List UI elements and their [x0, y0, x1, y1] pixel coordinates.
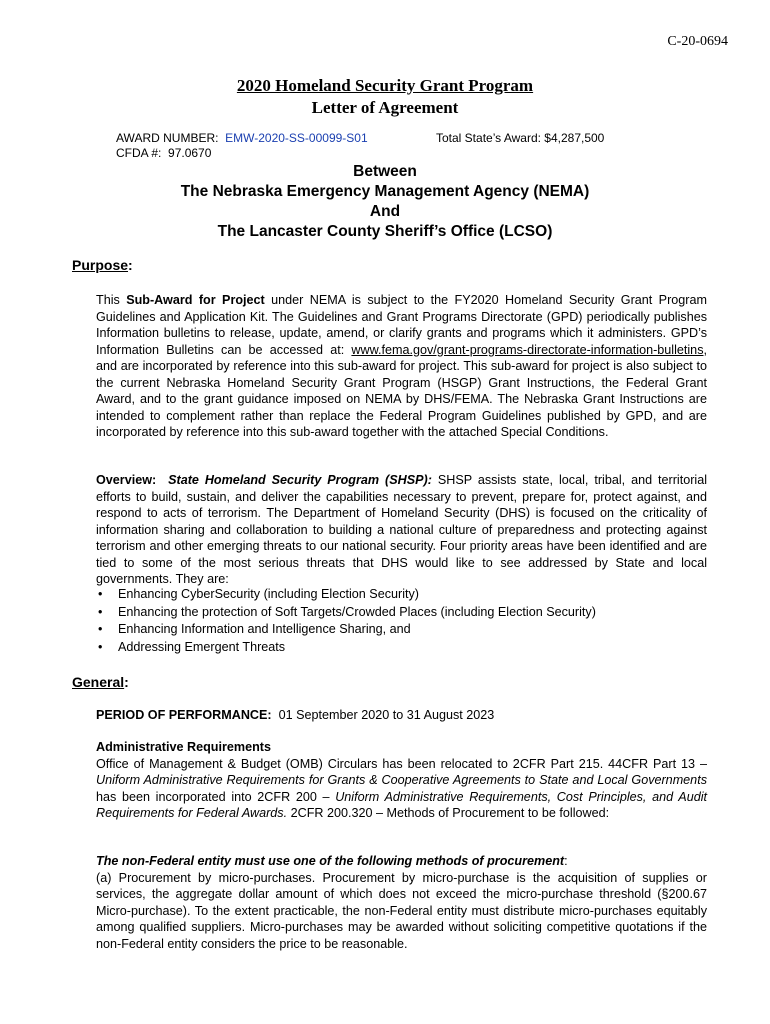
gpd-bulletins-link[interactable]: www.fema.gov/grant-programs-directorate-information-bulletins: [351, 342, 704, 357]
party-nema: The Nebraska Emergency Management Agency (NEMA): [180, 183, 590, 200]
cfda-value: 97.0670: [168, 146, 212, 160]
shsp-label: State Homeland Security Program (SHSP):: [168, 473, 432, 487]
list-item: • Addressing Emergent Threats: [96, 639, 596, 657]
list-item: • Enhancing CyberSecurity (including Election Security): [96, 586, 596, 604]
award-number-label: AWARD NUMBER:: [116, 131, 219, 145]
title-line-2: Letter of Agreement: [311, 98, 459, 117]
overview-label: Overview:: [96, 473, 157, 487]
procurement-heading: The non-Federal entity must use one of the following methods of procurement: [96, 854, 565, 868]
page-title: [0, 75, 770, 119]
total-award-value: $4,287,500: [544, 131, 605, 145]
priority-list: [96, 586, 596, 656]
parties-between: Between: [353, 163, 417, 180]
total-award-label: Total State’s Award:: [436, 131, 541, 145]
list-item: • Enhancing the protection of Soft Targets/Crowded Places (including Election Security): [96, 604, 596, 622]
purpose-heading: Purpose:: [72, 257, 133, 273]
purpose-paragraph: This Sub-Award for Project under NEMA is subject to the FY2020 Homeland Security Grant Program Guidelines and Application Kit. The Guidelines and Grant Programs Directorate (GPD) periodically publishes Information bulletins to release, update, amend, or clarify grants and programs which it administers. GPD’s Information Bulletins can be accessed at: www.fema.gov/grant-programs-directorate-information-bulletins, and are incorporated by reference into this sub-award for project. This sub-award for project is also subject to the current Nebraska Homeland Security Grant Program (HSGP) Grant Instructions, the Federal Grant Award, and to the grant guidance imposed on NEMA by DHS/FEMA. The Nebraska Grant Instructions are intended to complement rather than replace the Federal Program Guidelines published by GPD, and are incorporated by reference into this sub-award together with the attached Special Conditions.: [96, 293, 707, 439]
award-number-value: EMW-2020-SS-00099-S01: [225, 131, 368, 145]
overview-paragraph: Overview: State Homeland Security Program (SHSP): SHSP assists state, local, tribal, and territorial efforts to build, sustain, and deliver the capabilities necessary to prevent, prepare for, protect against, and respond to acts of terrorism. The Department of Homeland Security (DHS) is focused on the criticality of information sharing and collaboration to building a national culture of preparedness and protecting against terrorism and other emerging threats to our national security. Four priority areas have been identified and are tied to some of the most serious threats that DHS would like to see addressed by State and local governments. They are:: [96, 473, 708, 586]
total-award: [436, 131, 604, 146]
party-lcso: The Lancaster County Sheriff’s Office (LCSO): [217, 223, 553, 240]
cfda-label: CFDA #:: [116, 146, 162, 160]
period-of-performance: PERIOD OF PERFORMANCE: 01 September 2020 to 31 August 2023: [96, 708, 495, 722]
general-heading: General:: [72, 674, 129, 690]
document-id: C-20-0694: [667, 34, 728, 49]
admin-requirements: Administrative Requirements Office of Management & Budget (OMB) Circulars has been relocated to 2CFR Part 215. 44CFR Part 13 – Uniform Administrative Requirements for Grants & Cooperative Agreements to State and Local Governments has been incorporated into 2CFR 200 – Uniform Administrative Requirements, Cost Principles, and Audit Requirements for Federal Awards. 2CFR 200.320 – Methods of Procurement to be followed:: [96, 740, 707, 820]
list-item: • Enhancing Information and Intelligence Sharing, and: [96, 621, 596, 639]
parties-block: [0, 162, 770, 242]
award-info: [116, 131, 605, 161]
admin-heading: Administrative Requirements: [96, 740, 271, 754]
parties-and: And: [369, 203, 401, 220]
title-line-1: 2020 Homeland Security Grant Program: [236, 76, 534, 95]
procurement-methods: The non-Federal entity must use one of the following methods of procurement: (a) Procurement by micro-purchases. Procurement by micro-purchase is the acquisition of supplies or services, the aggregate dollar amount of which does not exceed the micro-purchase threshold (§200.67 Micro-purchase). To the extent practicable, the non-Federal entity must distribute micro-purchases equitably among qualified suppliers. Micro-purchases may be awarded without soliciting competitive quotations if the non-Federal entity considers the price to be reasonable.: [96, 854, 707, 951]
